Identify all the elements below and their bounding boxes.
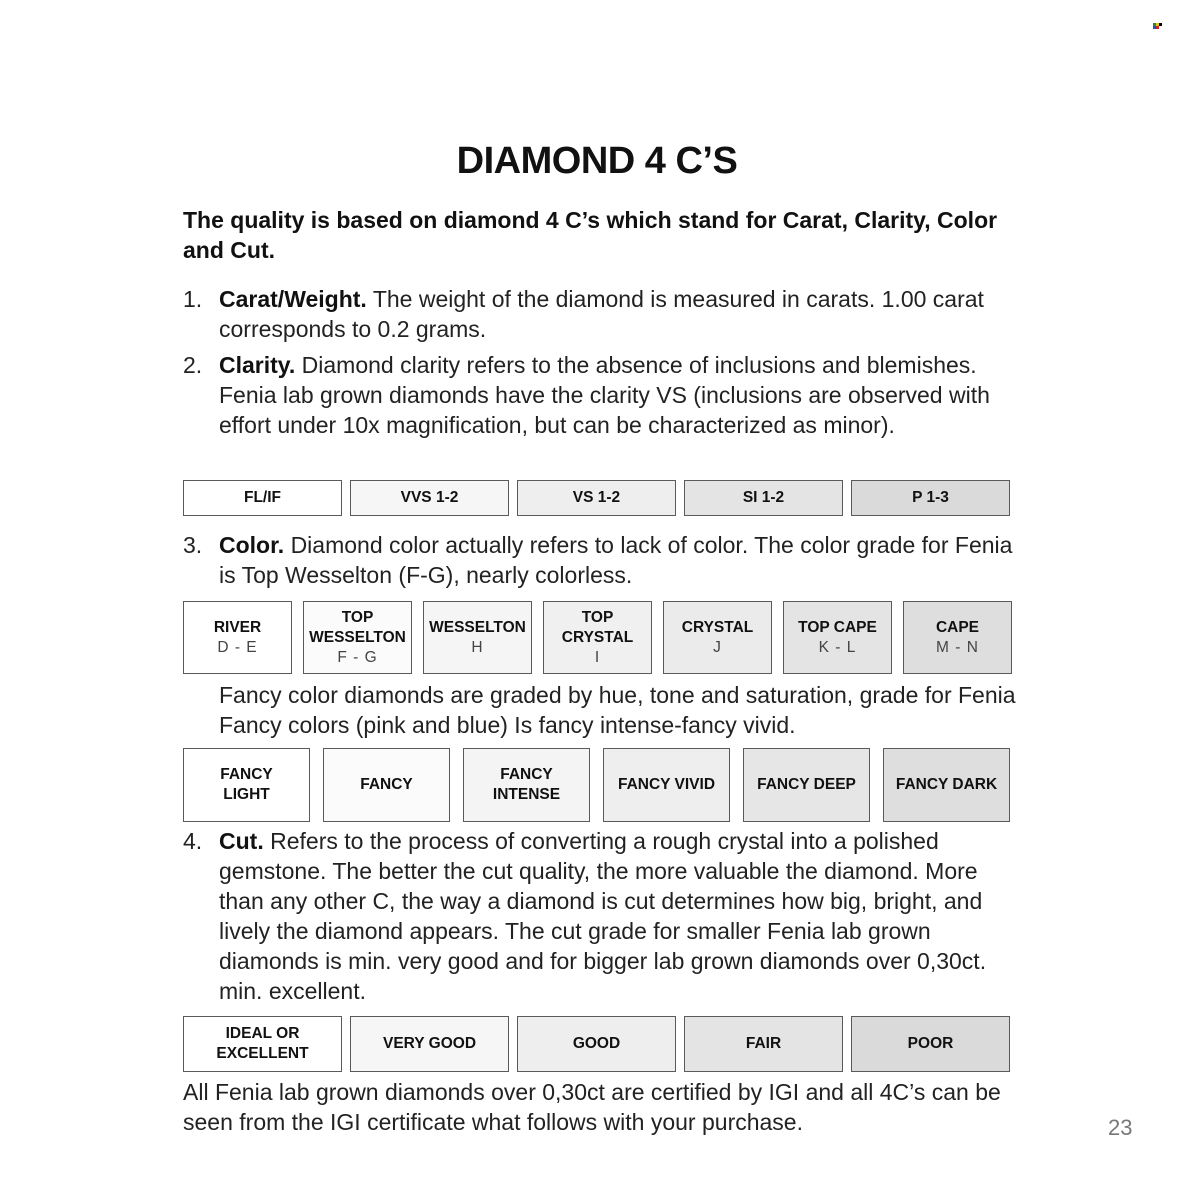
grade-range: K - L <box>818 638 857 656</box>
grade-range: F - G <box>337 648 378 666</box>
color-grade-cell <box>663 601 772 674</box>
fancy-grade-cell <box>743 748 870 822</box>
cut-grade-cell <box>684 1016 843 1072</box>
page-number: 23 <box>1108 1115 1133 1140</box>
list-heading: Clarity. <box>219 352 296 378</box>
list-heading: Cut. <box>219 828 264 854</box>
grade-label: RIVER <box>213 618 262 636</box>
list-text: The weight of the diamond is measured in carats. 1.00 carat corresponds to 0.2 grams. <box>219 286 984 342</box>
grade-label: CRYSTAL <box>681 618 754 636</box>
fancy-grade-cell <box>603 748 730 822</box>
cut-grade-cell <box>183 1016 342 1072</box>
grade-range: M - N <box>936 638 979 656</box>
grade-range: H <box>471 638 484 656</box>
grade-label: IDEAL OR EXCELLENT <box>216 1025 309 1062</box>
grade-range: I <box>594 648 601 666</box>
grade-label: VERY GOOD <box>382 1035 477 1052</box>
grade-label: FANCY DARK <box>895 776 998 793</box>
cut-grade-cell <box>350 1016 509 1072</box>
fancy-grade-cell <box>323 748 450 822</box>
list-number: 4. <box>183 828 203 854</box>
fancy-grade-cell <box>183 748 310 822</box>
list-number: 3. <box>183 532 203 558</box>
color-grade-cell <box>783 601 892 674</box>
fancy-grade-cell <box>883 748 1010 822</box>
list-text: Refers to the process of converting a rough crystal into a polished gemstone. The better the cut quality, the more valuable the diamond. More than any other C, the way a diamond is cut determines how big, bright, and lively the diamond appears. The cut grade for smaller Fenia lab grown diamonds is min. very good and for bigger lab grown diamonds over 0,30ct. min. excellent. <box>219 828 987 1004</box>
list-heading: Carat/Weight. <box>219 286 367 312</box>
grade-range: J <box>713 638 722 656</box>
list-text: Diamond color actually refers to lack of color. The color grade for Fenia is Top Wesselton (F-G), nearly colorless. <box>219 532 1013 588</box>
footer-note: All Fenia lab grown diamonds over 0,30ct are certified by IGI and all 4C’s can be seen from the IGI certificate what follows with your purchase. <box>183 1079 1001 1135</box>
cut-grade-cell <box>517 1016 676 1072</box>
grade-label: CAPE <box>935 618 980 636</box>
grade-label: TOP WESSELTON <box>309 608 406 646</box>
color-grade-cell <box>183 601 292 674</box>
fancy-grade-cell <box>463 748 590 822</box>
grade-label: FANCY <box>360 776 413 793</box>
list-item-cut <box>183 826 1013 1006</box>
list-number: 1. <box>183 286 203 312</box>
list-item-clarity <box>183 350 1013 440</box>
grade-label: VVS 1-2 <box>400 489 459 506</box>
grade-label: FANCY VIVID <box>617 776 716 793</box>
grade-label: P 1-3 <box>912 489 949 506</box>
list-item-carat <box>183 284 1013 344</box>
grade-label: SI 1-2 <box>742 489 785 506</box>
list-item-color <box>183 530 1013 590</box>
color-grade-cell <box>303 601 412 674</box>
clarity-grade-cell <box>851 480 1010 516</box>
grade-label: FANCY LIGHT <box>220 766 273 803</box>
grade-label: FAIR <box>745 1035 782 1052</box>
grade-label: FL/IF <box>243 489 282 506</box>
grade-label: FANCY DEEP <box>757 776 856 793</box>
color-grade-cell <box>543 601 652 674</box>
clarity-grade-cell <box>350 480 509 516</box>
list-heading: Color. <box>219 532 285 558</box>
grade-label: TOP CAPE <box>798 618 877 636</box>
clarity-grade-cell <box>517 480 676 516</box>
page-title: DIAMOND 4 C’S <box>456 140 738 182</box>
grade-label: GOOD <box>572 1035 621 1052</box>
cut-grade-cell <box>851 1016 1010 1072</box>
grade-label: TOP CRYSTAL <box>561 608 634 646</box>
clarity-grade-cell <box>183 480 342 516</box>
clarity-grade-cell <box>684 480 843 516</box>
list-number: 2. <box>183 352 203 378</box>
fancy-color-text: Fancy color diamonds are graded by hue, tone and saturation, grade for Fenia Fancy colors (pink and blue) Is fancy intense-fancy vivid. <box>219 682 1016 738</box>
grade-label: VS 1-2 <box>572 489 621 506</box>
grade-label: POOR <box>907 1035 954 1052</box>
color-grade-cell <box>903 601 1012 674</box>
grade-range: D - E <box>217 638 258 656</box>
list-text: Diamond clarity refers to the absence of inclusions and blemishes. Fenia lab grown diamonds have the clarity VS (inclusions are observed with effort under 10x magnification, but can be characterized as minor). <box>219 352 990 438</box>
grade-label: FANCY INTENSE <box>492 766 561 803</box>
color-grade-cell <box>423 601 532 674</box>
grade-label: WESSELTON <box>429 618 526 636</box>
intro-text: The quality is based on diamond 4 C’s which stand for Carat, Clarity, Color and Cut. <box>183 207 998 263</box>
color-registration-mark <box>1153 23 1162 32</box>
